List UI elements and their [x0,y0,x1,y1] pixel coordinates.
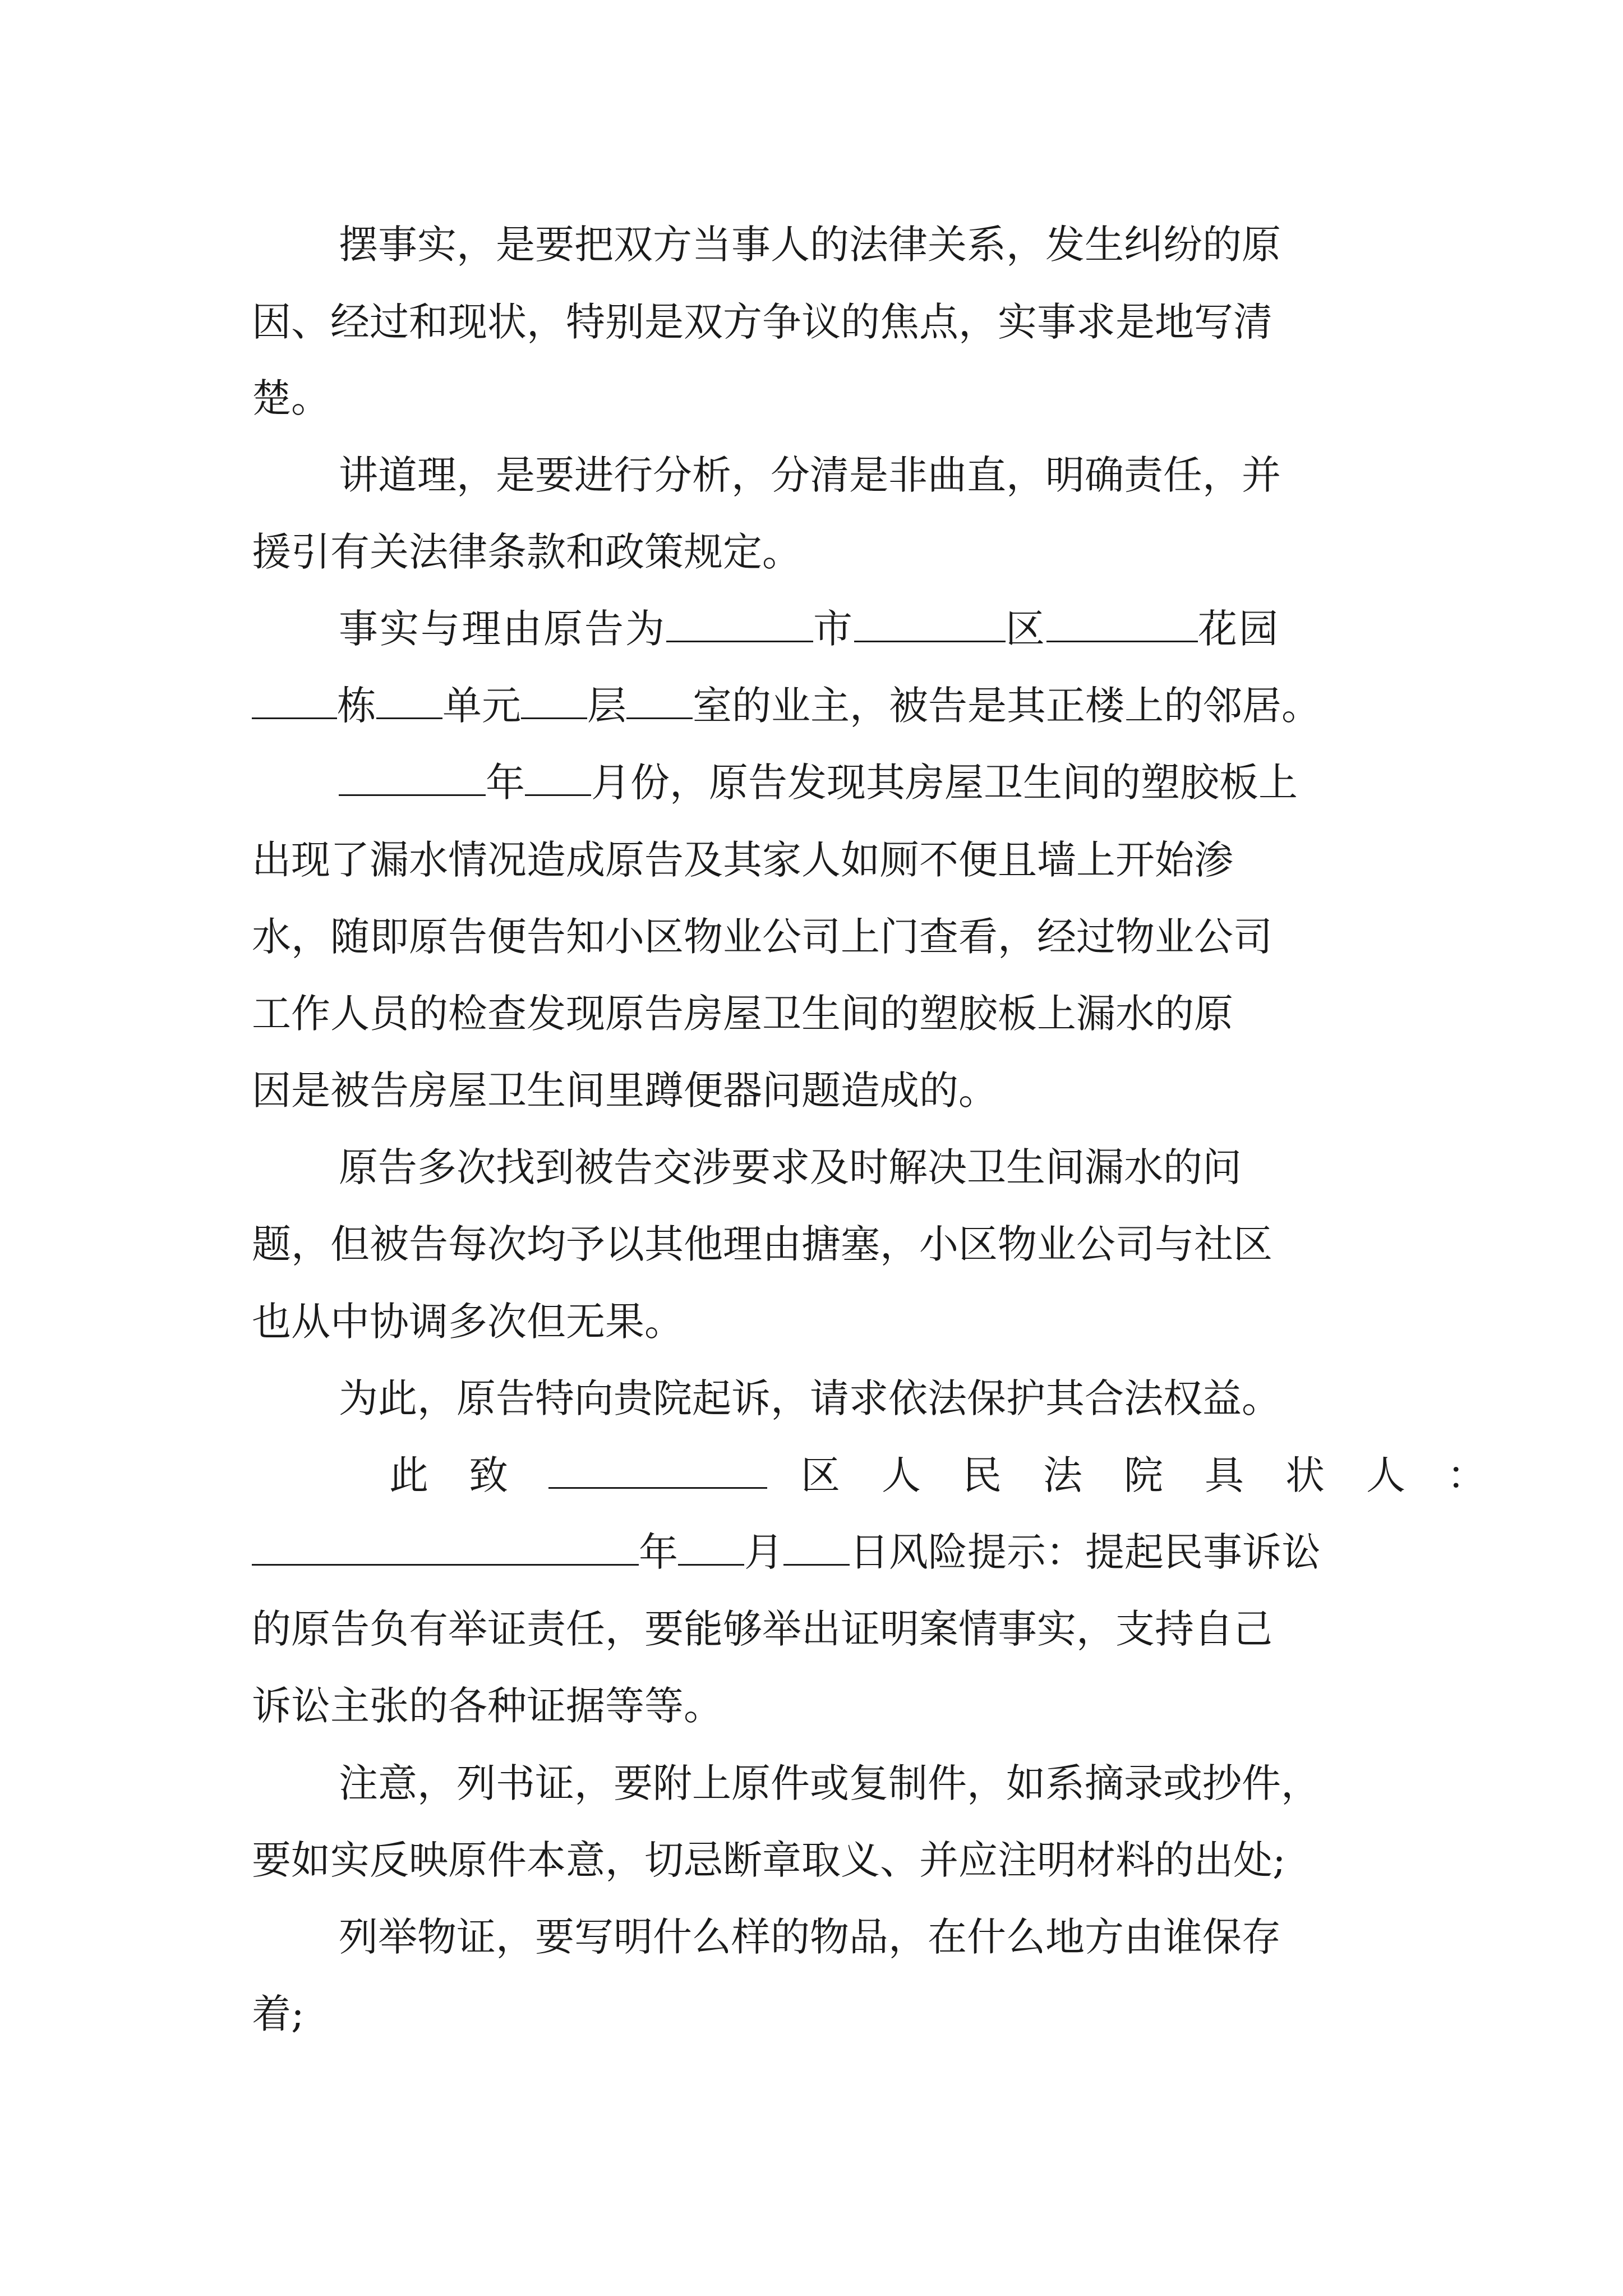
paragraph-3-line-2 [252,678,1373,734]
paragraph-1-line-2: 因、经过和现状，特别是双方争议的焦点，实事求是地写清 [252,299,1272,345]
paragraph-4-line-2: 出现了漏水情况造成原告及其家人如厕不便且墙上开始渗 [252,837,1233,883]
plaintiff-name-blank[interactable] [252,1529,639,1566]
paragraph-7-line-1 [389,1447,1528,1503]
building-blank[interactable] [252,683,337,719]
unit-blank[interactable] [376,683,442,719]
paragraph-8-line-2: 要如实反映原件本意，切忌断章取义、并应注明材料的出处; [252,1837,1286,1883]
paragraph-7-line-4: 诉讼主张的各种证据等等。 [252,1683,723,1729]
garden-label: 花园 [1198,606,1280,652]
facts-reason-label: 事实与理由原告为 [339,606,666,652]
sign-month-blank[interactable] [678,1529,744,1566]
court-and-plaintiff-label: 区人民法院具状人： [801,1452,1528,1498]
paragraph-1-line-3: 楚。 [252,375,330,421]
paragraph-5-line-3: 也从中协调多次但无果。 [252,1299,684,1345]
paragraph-4-line-3: 水，随即原告便告知小区物业公司上门查看，经过物业公司 [252,914,1272,960]
sign-day-blank[interactable] [783,1529,850,1566]
sign-month-label: 月 [744,1529,783,1575]
paragraph-8-line-1: 注意，列书证，要附上原件或复制件，如系摘录或抄件， [339,1760,1320,1806]
paragraph-5-line-1: 原告多次找到被告交涉要求及时解决卫生间漏水的问 [339,1144,1242,1190]
room-label: 室的业主，被告是其正楼上的邻居。 [693,683,1321,729]
paragraph-4-line-4: 工作人员的检查发现原告房屋卫生间的塑胶板上漏水的原 [252,991,1233,1037]
sign-year-label: 年 [639,1529,678,1575]
room-blank[interactable] [626,683,693,719]
paragraph-2-line-2: 援引有关法律条款和政策规定。 [252,529,801,575]
paragraph-7-line-2 [252,1524,1373,1580]
building-label: 栋 [337,683,376,729]
city-label: 市 [813,606,854,652]
salutation-label: 此致 [389,1452,548,1498]
district-blank[interactable] [854,606,1006,642]
paragraph-7-line-3: 的原告负有举证责任，要能够举出证明案情事实，支持自己 [252,1606,1272,1652]
paragraph-9-line-1: 列举物证，要写明什么样的物品，在什么地方由谁保存 [339,1914,1281,1960]
paragraph-1-line-1: 摆事实，是要把双方当事人的法律关系，发生纠纷的原 [339,222,1281,268]
district-label: 区 [1006,606,1046,652]
paragraph-2-line-1: 讲道理，是要进行分析，分清是非曲直，明确责任，并 [339,452,1281,498]
year-label: 年 [486,760,525,806]
city-blank[interactable] [666,606,813,642]
paragraph-5-line-2: 题，但被告每次均予以其他理由搪塞，小区物业公司与社区 [252,1221,1272,1267]
floor-label: 层 [587,683,626,729]
risk-notice-text: 日风险提示：提起民事诉讼 [850,1529,1321,1575]
paragraph-4-line-5: 因是被告房屋卫生间里蹲便器问题造成的。 [252,1068,998,1114]
month-text: 月份，原告发现其房屋卫生间的塑胶板上 [591,760,1298,806]
court-district-blank[interactable] [548,1452,767,1489]
year-blank[interactable] [339,760,486,796]
month-blank[interactable] [525,760,591,796]
paragraph-4-line-1 [339,754,1460,811]
unit-label: 单元 [442,683,521,729]
floor-blank[interactable] [521,683,587,719]
paragraph-6-line-1: 为此，原告特向贵院起诉，请求依法保护其合法权益。 [339,1375,1281,1421]
paragraph-3-line-1 [339,601,1460,657]
garden-blank[interactable] [1046,606,1198,642]
paragraph-9-line-2: 着; [252,1991,305,2037]
